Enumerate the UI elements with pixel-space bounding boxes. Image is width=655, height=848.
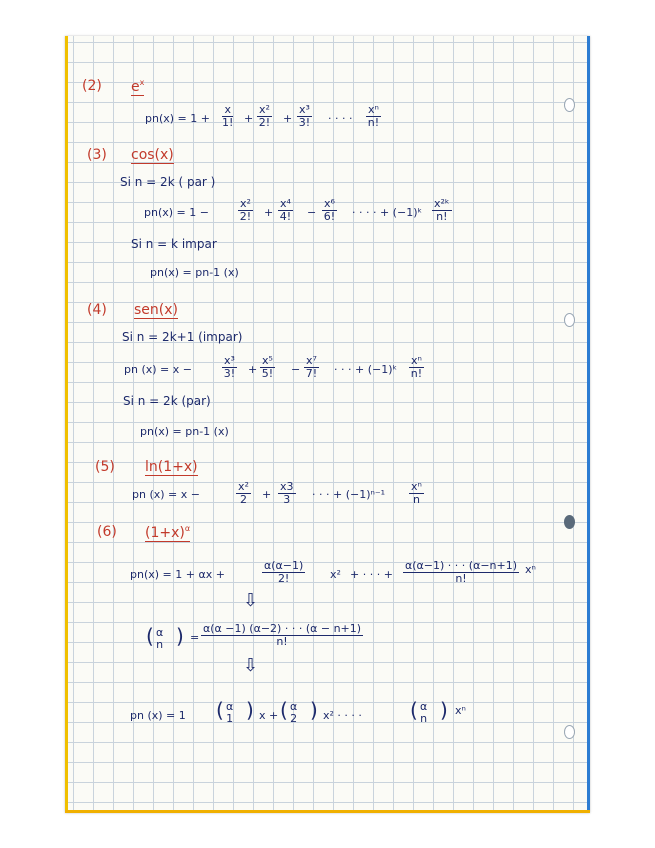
operator: + — [264, 206, 274, 219]
term-fraction: $\frac{\text{x²}}{2}$ — [238, 480, 249, 506]
section-number: (2) — [82, 78, 102, 94]
term-fraction: $\frac{\text{xⁿ}}{n}$ — [411, 480, 422, 506]
case-condition: Si n = 2k+1 (impar) — [122, 330, 243, 344]
section-function: sen(x) — [134, 302, 178, 318]
case-condition: Si n = 2k ( par ) — [120, 175, 216, 189]
ellipsis-tail: · · · + (−1)ᵏ — [334, 363, 398, 376]
term-fraction: $\frac{\text{x³}}{3!}$ — [223, 354, 236, 380]
case-condition: Si n = 2k (par) — [123, 394, 211, 408]
term-fraction: $\frac{\text{x⁵}}{5!}$ — [261, 354, 274, 380]
power-term: x + — [259, 709, 279, 722]
binder-hole — [564, 725, 575, 739]
polynomial-lhs: pn (x) = x − — [124, 363, 192, 376]
page-bottom-edge — [65, 810, 590, 813]
operator: + — [248, 363, 258, 376]
implies-arrow: ⇩ — [243, 590, 259, 611]
term-fraction: $\frac{\text{x²}}{2!}$ — [258, 103, 271, 129]
section-function: cos(x) — [131, 147, 174, 163]
section-function: ln(1+x) — [145, 459, 198, 475]
polynomial-equation: pn(x) = pn-1 (x) — [140, 425, 229, 438]
term-fraction: $\frac{\alpha(\alpha-1)}{2!}$ — [264, 559, 304, 585]
polynomial-lhs: pn(x) = 1 + αx + — [130, 568, 225, 581]
power-term: xⁿ — [525, 563, 536, 576]
binomial-coefficient: α n — [156, 626, 164, 651]
page-left-edge — [65, 36, 68, 813]
polynomial-lhs: pn(x) = 1 + — [145, 112, 210, 125]
section-number: (5) — [95, 459, 115, 475]
term-fraction: $\frac{\text{x⁴}}{4!}$ — [279, 197, 292, 223]
term-fraction: $\frac{\text{xⁿ}}{n!}$ — [367, 103, 380, 129]
section-number: (3) — [87, 147, 107, 163]
page-right-edge — [587, 36, 590, 813]
binomial-close-paren: ) — [246, 698, 254, 722]
term-fraction: $\frac{\text{x³}}{3!}$ — [298, 103, 311, 129]
term-fraction: $\frac{\text{xⁿ}}{n!}$ — [410, 354, 423, 380]
polynomial-lhs: pn(x) = 1 − — [144, 206, 209, 219]
binomial-close-paren: ) — [176, 624, 184, 648]
section-function: $(1+x)^\alpha$ — [145, 524, 191, 541]
binomial-close-paren: ) — [440, 698, 448, 722]
binomial-coefficient: α 1 — [226, 700, 234, 725]
binder-hole — [564, 313, 575, 327]
binomial-close-paren: ) — [310, 698, 318, 722]
power-term: x² · · · · — [323, 709, 362, 722]
section-number: (6) — [97, 524, 117, 540]
operator: = — [190, 631, 200, 644]
implies-arrow: ⇩ — [243, 655, 259, 676]
polynomial-lhs: pn (x) = x − — [132, 488, 200, 501]
polynomial-lhs: pn (x) = 1 — [130, 709, 186, 722]
polynomial-equation: pn(x) = pn-1 (x) — [150, 266, 239, 279]
operator: − — [291, 363, 301, 376]
ellipsis-tail: · · · · + (−1)ᵏ — [352, 206, 423, 219]
ellipsis-tail: · · · + (−1)ⁿ⁻¹ — [312, 488, 386, 501]
section-number: (4) — [87, 302, 107, 318]
binomial-open-paren: ( — [410, 698, 418, 722]
term-fraction: $\frac{x3}{3}$ — [280, 480, 294, 506]
binomial-fraction: $\frac{\alpha(\alpha -1) (\alpha-2) \cdot \cdot \cdot (\alpha - n+1)}{n!}$ — [203, 622, 362, 648]
term-fraction: $\frac{x}{1!}$ — [222, 103, 234, 129]
operator: − — [307, 206, 317, 219]
term-fraction: $\frac{\alpha(\alpha-1) \cdot \cdot \cdot (\alpha-n+1)}{n!}$ — [405, 559, 518, 585]
binomial-coefficient: α 2 — [290, 700, 298, 725]
binder-hole — [564, 515, 575, 529]
binomial-coefficient: α n — [420, 700, 428, 725]
ellipsis: · · · · — [328, 112, 353, 125]
binder-hole — [564, 98, 575, 112]
operator: + — [283, 112, 293, 125]
binomial-open-paren: ( — [216, 698, 224, 722]
power-term: xⁿ — [455, 704, 466, 717]
operator: + — [244, 112, 254, 125]
ellipsis: + · · · + — [350, 568, 393, 581]
binomial-open-paren: ( — [280, 698, 288, 722]
term-fraction: $\frac{\text{x²}}{2!}$ — [239, 197, 252, 223]
term-fraction: $\frac{\text{x⁶}}{6!}$ — [323, 197, 336, 223]
term-fraction: $\frac{\text{x²ᵏ}}{n!}$ — [434, 197, 450, 223]
binomial-open-paren: ( — [146, 624, 154, 648]
term-fraction: $\frac{\text{x⁷}}{7!}$ — [305, 354, 318, 380]
operator: + — [262, 488, 272, 501]
power-term: x² — [330, 568, 341, 581]
section-function: $e^x$ — [131, 78, 145, 95]
case-condition: Si n = k impar — [131, 237, 217, 251]
